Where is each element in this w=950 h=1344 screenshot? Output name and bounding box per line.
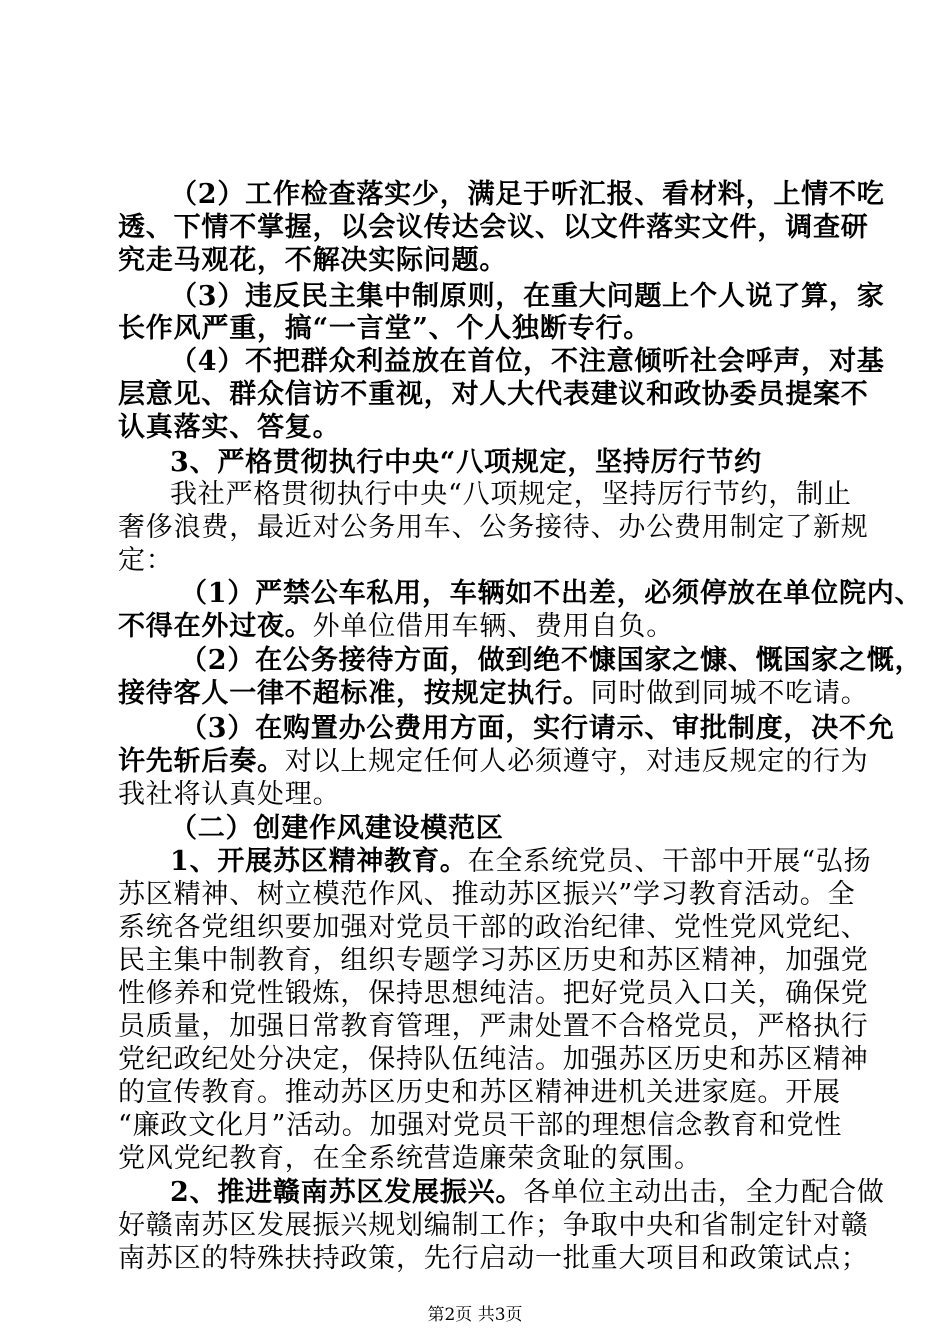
paragraph-line: 我社将认真处理。 bbox=[118, 779, 341, 810]
bold-text: 不得在外过夜。 bbox=[118, 611, 313, 642]
paragraph-line bbox=[118, 676, 869, 712]
paragraph-line: （2）在公务接待方面，做到绝不慷国家之慷、慨国家之慨， bbox=[180, 645, 923, 676]
normal-text: 外单位借用车辆、费用自负。 bbox=[312, 611, 675, 642]
paragraph-line bbox=[170, 1175, 890, 1211]
bold-text: 接待客人一律不超标准，按规定执行。 bbox=[118, 678, 591, 709]
paragraph-line: 好赣南苏区发展振兴规划编制工作；争取中央和省制定针对赣 bbox=[118, 1210, 869, 1241]
paragraph-line: （2）工作检查落实少，满足于听汇报、看材料，上情不吃 bbox=[170, 179, 885, 210]
paragraph-line: 透、下情不掌握，以会议传达会议、以文件落实文件，调查研 bbox=[118, 212, 869, 243]
paragraph-line: 民主集中制教育，组织专题学习苏区历史和苏区精神，加强党 bbox=[118, 945, 869, 976]
bold-lead: 2、推进赣南苏区发展振兴。 bbox=[170, 1177, 524, 1208]
paragraph-line: 党纪政纪处分决定，保持队伍纯洁。加强苏区历史和苏区精神 bbox=[118, 1044, 869, 1075]
paragraph-line: 党风党纪教育，在全系统营造廉荣贪耻的氛围。 bbox=[118, 1143, 702, 1174]
paragraph-line: 我社严格贯彻执行中央“八项规定，坚持厉行节约，制止 bbox=[170, 479, 852, 510]
paragraph-line: 系统各党组织要加强对党员干部的政治纪律、党性党风党纪、 bbox=[118, 912, 869, 943]
paragraph-line: （4）不把群众利益放在首位，不注意倾听社会呼声，对基 bbox=[170, 346, 885, 377]
normal-text: 在全系统党员、干部中开展“弘扬 bbox=[467, 846, 872, 877]
normal-text: 各单位主动出击，全力配合做 bbox=[523, 1177, 885, 1208]
paragraph-line: 性修养和党性锻炼，保持思想纯洁。把好党员入口关，确保党 bbox=[118, 978, 869, 1009]
paragraph-line: （3）违反民主集中制原则，在重大问题上个人说了算，家 bbox=[170, 281, 885, 312]
paragraph-line: 认真落实、答复。 bbox=[118, 412, 341, 443]
paragraph-line: 究走马观花，不解决实际问题。 bbox=[118, 245, 508, 276]
paragraph-line: 员质量，加强日常教育管理，严肃处置不合格党员，严格执行 bbox=[118, 1011, 869, 1042]
paragraph-line: 长作风严重，搞“一言堂”、个人独断专行。 bbox=[118, 313, 652, 344]
section-heading: （二）创建作风建设模范区 bbox=[170, 813, 504, 844]
bold-text: 许先斩后奏。 bbox=[118, 746, 285, 777]
normal-text: 同时做到同城不吃请。 bbox=[590, 678, 869, 709]
paragraph-line: （3）在购置办公费用方面，实行请示、审批制度，决不允 bbox=[180, 713, 895, 744]
paragraph-line: “廉政文化月”活动。加强对党员干部的理想信念教育和党性 bbox=[118, 1110, 843, 1141]
paragraph-line: 层意见、群众信访不重视，对人大代表建议和政协委员提案不 bbox=[118, 379, 869, 410]
paragraph-line: 苏区精神、树立模范作风、推动苏区振兴”学习教育活动。全 bbox=[118, 879, 856, 910]
paragraph-line: 的宣传教育。推动苏区历史和苏区精神进机关进家庭。开展 bbox=[118, 1077, 841, 1108]
paragraph-line bbox=[118, 609, 838, 645]
page-footer: 第2页 共3页 bbox=[427, 1305, 523, 1325]
paragraph-line: 南苏区的特殊扶持政策，先行启动一批重大项目和政策试点； bbox=[118, 1243, 869, 1274]
paragraph-line: （1）严禁公车私用，车辆如不出差，必须停放在单位院内、 bbox=[180, 578, 923, 609]
paragraph-line: 奢侈浪费，最近对公务用车、公务接待、办公费用制定了新规 bbox=[118, 512, 869, 543]
bold-lead: 1、开展苏区精神教育。 bbox=[170, 846, 468, 877]
paragraph-line: 定： bbox=[118, 545, 174, 576]
paragraph-line bbox=[170, 844, 890, 880]
paragraph-line bbox=[118, 744, 869, 780]
normal-text: 对以上规定任何人必须遵守，对违反规定的行为 bbox=[284, 746, 869, 777]
section-heading: 3、严格贯彻执行中央“八项规定，坚持厉行节约 bbox=[170, 447, 762, 478]
